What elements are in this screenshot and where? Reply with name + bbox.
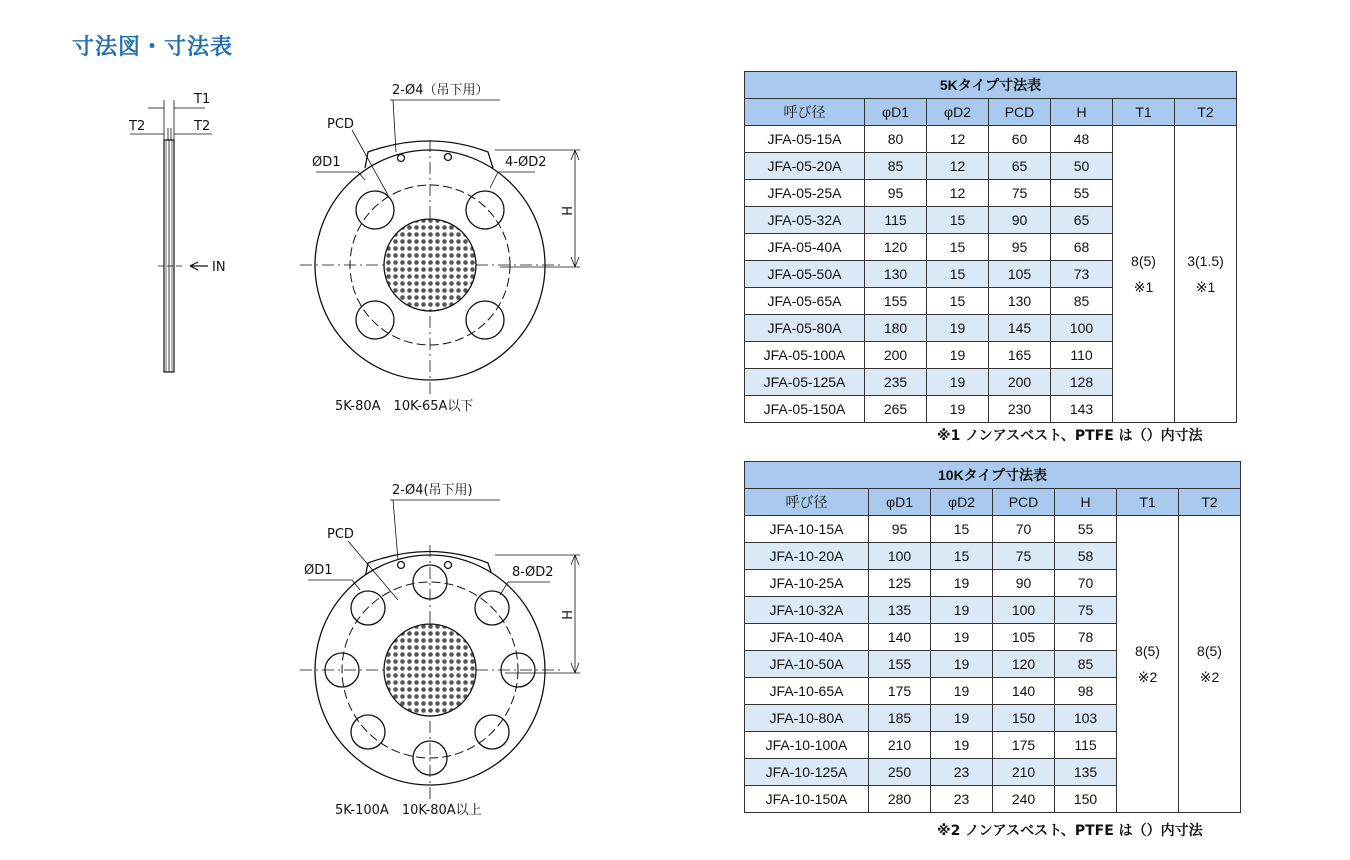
table-5k-t2-value: 3(1.5) [1187,253,1224,269]
table-10k-cell: 55 [1055,516,1117,543]
table-10k-cell: 140 [869,624,931,651]
table-5k-cell: 95 [865,180,927,207]
table-10k-cell: JFA-10-40A [745,624,869,651]
table-5k-t2-cell [1175,126,1237,423]
table-5k-cell: 90 [989,207,1051,234]
bottom-caption: 5K-100A 10K-80A以上 [335,803,482,818]
table-5k-cell: 12 [927,153,989,180]
table-10k-cell: 100 [869,543,931,570]
table-5k-cell: 128 [1051,369,1113,396]
table-5k-cell: 105 [989,261,1051,288]
table-10k-cell: 175 [993,732,1055,759]
table-10k-cell: JFA-10-80A [745,705,869,732]
top-d2-label: 4-ØD2 [505,155,547,170]
table-5k-wrapper [744,71,1237,423]
flange-4-hole [300,100,580,395]
table-10k-cell: 19 [931,678,993,705]
table-5k-cell: 15 [927,207,989,234]
table-10k-cell: 19 [931,705,993,732]
table-5k-cell: 95 [989,234,1051,261]
table-5k-cell: 115 [865,207,927,234]
table-10k-cell: 240 [993,786,1055,813]
table-5k-cell: 130 [989,288,1051,315]
table-10k [744,461,1241,813]
table-5k-header: φD2 [927,99,989,126]
side-t2-right-label: T2 [194,119,211,134]
table-10k-header: φD2 [931,489,993,516]
table-10k-cell: 105 [993,624,1055,651]
table-5k-header: H [1051,99,1113,126]
table-5k-cell: JFA-05-15A [745,126,865,153]
table-10k-cell: 70 [993,516,1055,543]
table-5k-cell: 55 [1051,180,1113,207]
table-5k-cell: 80 [865,126,927,153]
table-10k-cell: 150 [1055,786,1117,813]
table-10k-header: 呼び径 [745,489,869,516]
table-5k-cell: 130 [865,261,927,288]
table-5k-cell: 60 [989,126,1051,153]
table-10k-cell: JFA-10-15A [745,516,869,543]
table-10k-t2-value: 8(5) [1197,643,1222,659]
table-10k-cell: 210 [869,732,931,759]
table-5k-cell: JFA-05-100A [745,342,865,369]
bottom-pcd-label: PCD [327,527,354,542]
bottom-d2-label: 8-ØD2 [512,565,554,580]
page-title: 寸法図・寸法表 [72,35,234,60]
table-10k-cell: JFA-10-125A [745,759,869,786]
table-10k-cell: JFA-10-150A [745,786,869,813]
table-10k-cell: JFA-10-65A [745,678,869,705]
table-10k-cell: 75 [1055,597,1117,624]
table-5k-row [745,126,1237,153]
bottom-d1-label: ØD1 [304,563,333,578]
table-5k-cell: 73 [1051,261,1113,288]
table-10k-cell: 103 [1055,705,1117,732]
top-d1-label: ØD1 [312,155,341,170]
table-5k-cell: 15 [927,288,989,315]
table-10k-cell: 150 [993,705,1055,732]
bottom-hole-label: 2-Ø4(吊下用) [392,483,473,498]
table-10k-cell: 85 [1055,651,1117,678]
table-10k-t1-note: ※2 [1137,669,1158,685]
table-10k-cell: 75 [993,543,1055,570]
table-10k-cell: 70 [1055,570,1117,597]
table-5k-cell: JFA-05-150A [745,396,865,423]
table-10k-caption: 10Kタイプ寸法表 [745,462,1241,489]
table-10k-footnote: ※2 ノンアスベスト、PTFE は（）内寸法 [937,823,1203,839]
table-10k-cell: 185 [869,705,931,732]
table-5k-header: 呼び径 [745,99,865,126]
table-10k-row [745,516,1241,543]
table-10k-cell: 125 [869,570,931,597]
table-5k-cell: 85 [1051,288,1113,315]
table-5k [744,71,1237,423]
table-5k-cell: 200 [989,369,1051,396]
table-5k-cell: 50 [1051,153,1113,180]
table-10k-cell: 280 [869,786,931,813]
table-5k-cell: 180 [865,315,927,342]
table-10k-cell: 15 [931,543,993,570]
table-10k-cell: 58 [1055,543,1117,570]
table-10k-cell: 210 [993,759,1055,786]
table-10k-cell: 155 [869,651,931,678]
table-5k-cell: 19 [927,342,989,369]
top-hole-label: 2-Ø4（吊下用） [392,83,489,98]
table-5k-cell: 155 [865,288,927,315]
table-5k-caption: 5Kタイプ寸法表 [745,72,1237,99]
table-10k-header: H [1055,489,1117,516]
table-5k-cell: JFA-05-40A [745,234,865,261]
table-5k-cell: 100 [1051,315,1113,342]
table-5k-cell: 75 [989,180,1051,207]
table-10k-cell: 98 [1055,678,1117,705]
table-10k-cell: 19 [931,651,993,678]
table-5k-cell: 143 [1051,396,1113,423]
table-5k-footnote: ※1 ノンアスベスト、PTFE は（）内寸法 [937,428,1203,444]
table-10k-cell: 115 [1055,732,1117,759]
table-10k-header: φD1 [869,489,931,516]
table-5k-cell: 65 [989,153,1051,180]
table-10k-header: T2 [1179,489,1241,516]
table-10k-cell: 120 [993,651,1055,678]
table-10k-wrapper [744,461,1241,813]
table-10k-cell: JFA-10-50A [745,651,869,678]
table-5k-t2-note: ※1 [1195,279,1216,295]
table-10k-header: T1 [1117,489,1179,516]
table-10k-cell: 23 [931,786,993,813]
table-10k-t1-value: 8(5) [1135,643,1160,659]
table-10k-cell: 19 [931,597,993,624]
table-5k-cell: 65 [1051,207,1113,234]
table-5k-cell: 19 [927,396,989,423]
bottom-h-label: H [558,610,573,620]
table-10k-t2-note: ※2 [1199,669,1220,685]
table-5k-cell: JFA-05-20A [745,153,865,180]
table-5k-cell: 19 [927,369,989,396]
table-5k-cell: 48 [1051,126,1113,153]
table-5k-cell: 85 [865,153,927,180]
table-10k-cell: JFA-10-20A [745,543,869,570]
table-5k-cell: 145 [989,315,1051,342]
table-10k-cell: JFA-10-25A [745,570,869,597]
table-5k-cell: 120 [865,234,927,261]
table-10k-cell: 19 [931,624,993,651]
table-5k-header: T2 [1175,99,1237,126]
table-5k-t1-cell [1113,126,1175,423]
table-5k-t1-note: ※1 [1133,279,1154,295]
table-5k-cell: JFA-05-65A [745,288,865,315]
table-5k-cell: 19 [927,315,989,342]
table-5k-header: T1 [1113,99,1175,126]
table-5k-header: PCD [989,99,1051,126]
side-t1-label: T1 [194,92,211,107]
table-5k-cell: JFA-05-32A [745,207,865,234]
table-5k-cell: JFA-05-80A [745,315,865,342]
table-10k-cell: 140 [993,678,1055,705]
table-10k-header: PCD [993,489,1055,516]
table-5k-cell: 235 [865,369,927,396]
side-view [130,100,212,372]
table-10k-t2-cell [1179,516,1241,813]
table-10k-cell: 19 [931,570,993,597]
table-10k-cell: 15 [931,516,993,543]
table-10k-cell: 23 [931,759,993,786]
table-10k-cell: 78 [1055,624,1117,651]
table-10k-cell: 135 [869,597,931,624]
table-10k-cell: 250 [869,759,931,786]
table-5k-cell: JFA-05-50A [745,261,865,288]
table-5k-header: φD1 [865,99,927,126]
side-in-label: IN [212,260,226,275]
table-5k-cell: 15 [927,261,989,288]
flange-8-hole [300,500,580,800]
table-10k-t1-cell [1117,516,1179,813]
table-5k-cell: JFA-05-125A [745,369,865,396]
table-10k-cell: 100 [993,597,1055,624]
table-10k-cell: JFA-10-100A [745,732,869,759]
table-5k-cell: 230 [989,396,1051,423]
table-10k-cell: 135 [1055,759,1117,786]
table-5k-cell: 12 [927,126,989,153]
table-10k-cell: 19 [931,732,993,759]
table-5k-cell: 12 [927,180,989,207]
table-5k-cell: 165 [989,342,1051,369]
table-10k-cell: 175 [869,678,931,705]
top-pcd-label: PCD [327,117,354,132]
table-10k-cell: 90 [993,570,1055,597]
table-5k-cell: 200 [865,342,927,369]
table-10k-cell: JFA-10-32A [745,597,869,624]
table-5k-cell: 110 [1051,342,1113,369]
table-5k-t1-value: 8(5) [1131,253,1156,269]
table-5k-cell: 68 [1051,234,1113,261]
table-5k-cell: 15 [927,234,989,261]
table-5k-cell: 265 [865,396,927,423]
table-5k-cell: JFA-05-25A [745,180,865,207]
table-10k-cell: 95 [869,516,931,543]
top-h-label: H [558,206,573,216]
side-t2-left-label: T2 [129,119,146,134]
top-caption: 5K-80A 10K-65A以下 [335,399,474,414]
